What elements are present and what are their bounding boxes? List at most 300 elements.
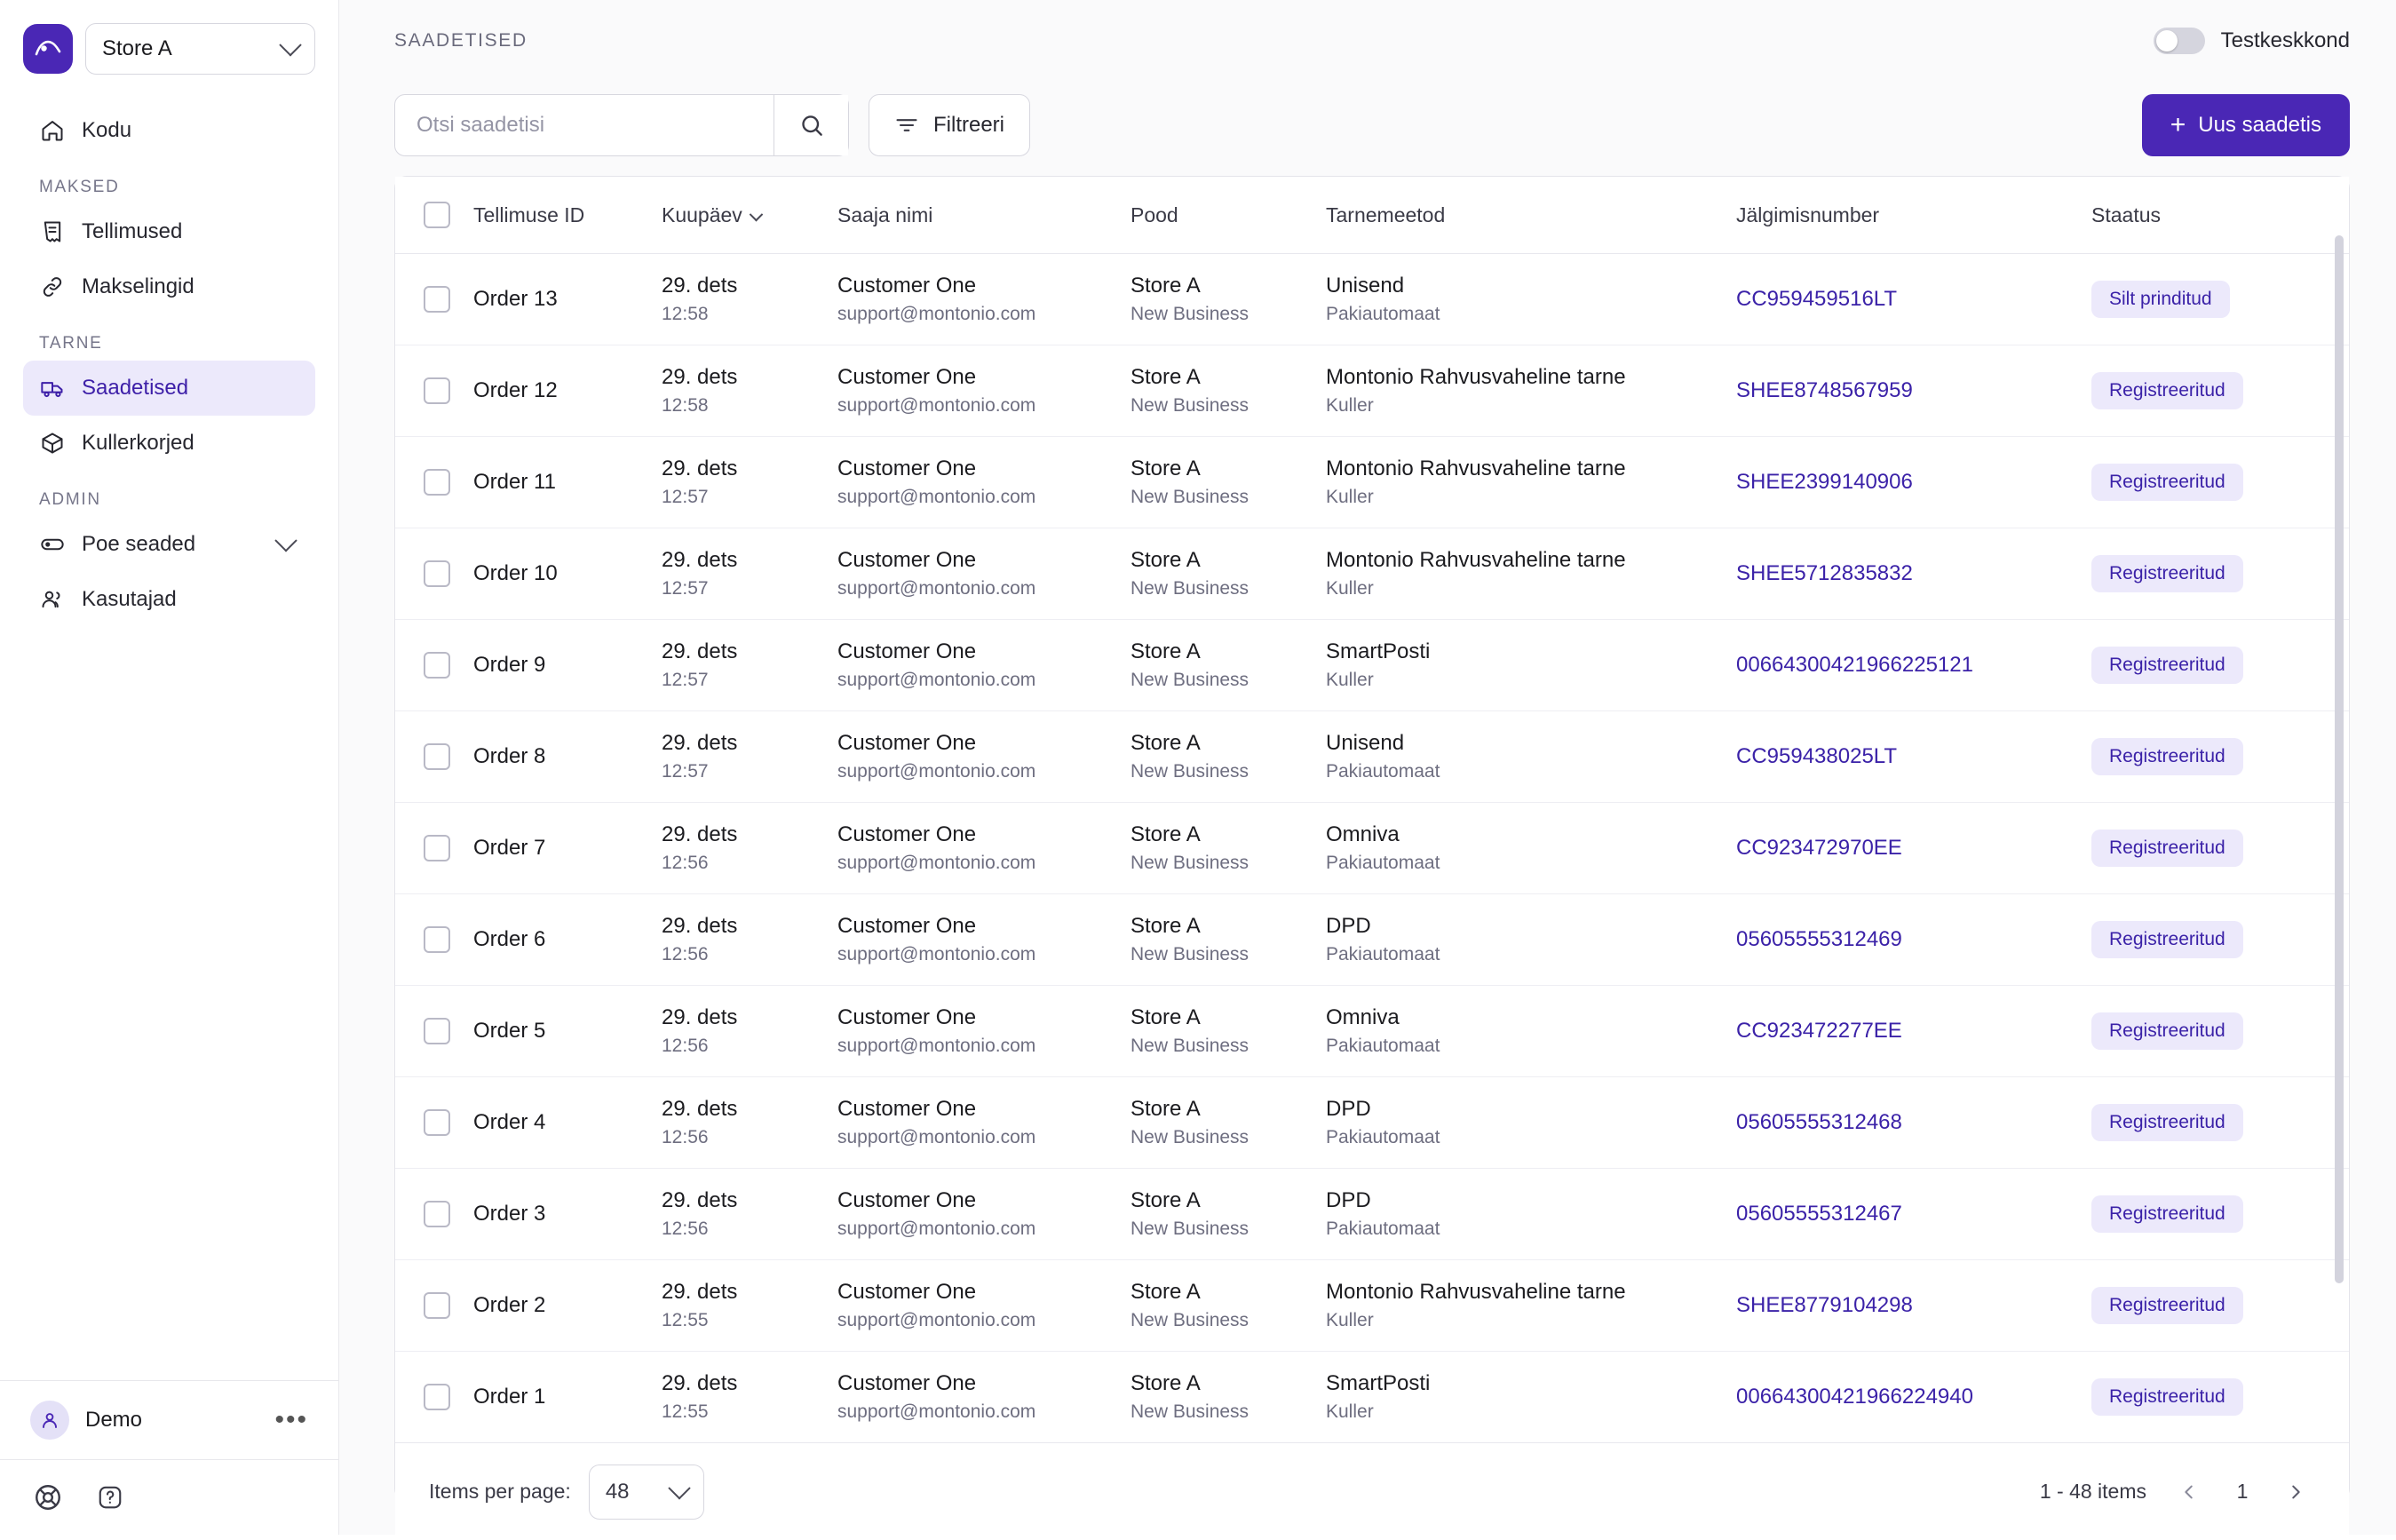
row-select-cell (395, 1169, 464, 1260)
cell-time-value: 12:58 (662, 304, 709, 324)
cell-tracking (1727, 803, 2083, 894)
row-select-cell (395, 620, 464, 711)
table-row[interactable] (395, 986, 2349, 1077)
store-selector[interactable] (85, 23, 315, 75)
cell-order-id: Order 6 (464, 894, 653, 986)
cell-tracking (1727, 1077, 2083, 1169)
cell-shop (1122, 345, 1317, 437)
cell-recipient (829, 1352, 1122, 1443)
status-badge: Registreeritud (2091, 555, 2243, 592)
cell-date (653, 1169, 829, 1260)
tracking-link[interactable]: SHEE5712835832 (1736, 561, 1913, 585)
sidebar-item-label: Kullerkorjed (82, 431, 194, 455)
more-options-icon[interactable]: ••• (274, 1405, 308, 1434)
cell-order-id: Order 4 (464, 1077, 653, 1169)
cell-date (653, 1352, 829, 1443)
cell-shop-name: Store A (1131, 365, 1201, 389)
column-header-date-label: Kuupäev (662, 202, 742, 226)
cell-time-value: 12:55 (662, 1401, 709, 1422)
store-selector-label: Store A (102, 36, 172, 60)
status-badge: Registreeritud (2091, 372, 2243, 409)
row-checkbox[interactable] (424, 652, 450, 679)
cell-date-value: 29. dets (662, 548, 738, 572)
cell-recipient (829, 1077, 1122, 1169)
cell-date-value: 29. dets (662, 914, 738, 938)
next-page-button[interactable] (2276, 1473, 2315, 1512)
sidebar-footer (0, 1380, 338, 1535)
cell-recipient-name: Customer One (837, 456, 977, 480)
filter-icon (894, 113, 919, 138)
row-select-cell (395, 437, 464, 528)
sidebar-section-maksed: MAKSED (39, 178, 120, 196)
cell-date (653, 1077, 829, 1169)
row-checkbox[interactable] (424, 1384, 450, 1410)
tracking-link[interactable]: SHEE8779104298 (1736, 1293, 1913, 1317)
status-badge: Registreeritud (2091, 1012, 2243, 1050)
truck-icon (39, 375, 66, 401)
cell-time-value: 12:56 (662, 1127, 709, 1147)
row-select-cell (395, 1077, 464, 1169)
items-per-page (429, 1465, 704, 1520)
test-environment-toggle[interactable] (2154, 28, 2205, 54)
filter-button[interactable] (869, 94, 1030, 156)
cell-shop-name: Store A (1131, 1280, 1201, 1304)
items-per-page-value: 48 (605, 1479, 630, 1504)
table-row[interactable] (395, 620, 2349, 711)
cell-method-sub: Pakiautomaat (1326, 761, 1440, 782)
cell-recipient-email: support@montonio.com (837, 853, 1036, 873)
sidebar-item-label: Saadetised (82, 376, 189, 400)
sidebar (0, 0, 339, 1535)
cell-method (1317, 620, 1727, 711)
previous-page-button[interactable] (2170, 1473, 2209, 1512)
cell-shop-name: Store A (1131, 1097, 1201, 1121)
sidebar-item-label: Tellimused (82, 219, 183, 243)
cell-tracking (1727, 894, 2083, 986)
sidebar-section-admin: ADMIN (39, 490, 101, 509)
sidebar-item-label: Poe seaded (82, 532, 196, 556)
shipments-table (395, 177, 2349, 1442)
home-icon (39, 117, 66, 144)
tracking-link[interactable]: CC923472970EE (1736, 836, 1902, 860)
cell-method (1317, 528, 1727, 620)
row-checkbox[interactable] (424, 469, 450, 496)
cell-method-name: Unisend (1326, 731, 1405, 755)
table-row[interactable] (395, 254, 2349, 345)
items-per-page-label: Items per page: (429, 1480, 571, 1503)
cell-recipient-name: Customer One (837, 365, 977, 389)
table-footer (395, 1442, 2349, 1540)
tracking-link[interactable]: SHEE8748567959 (1736, 378, 1913, 402)
cell-method-sub: Kuller (1326, 1401, 1374, 1422)
status-badge: Registreeritud (2091, 1378, 2243, 1416)
toolbar-left (394, 94, 1030, 156)
cell-shop-sub: New Business (1131, 670, 1250, 690)
cell-order-id: Order 9 (464, 620, 653, 711)
cell-time-value: 12:56 (662, 1036, 709, 1056)
cell-status (2083, 894, 2349, 986)
cell-shop-sub: New Business (1131, 1219, 1250, 1239)
cell-shop-sub: New Business (1131, 853, 1250, 873)
status-badge: Registreeritud (2091, 738, 2243, 775)
table-row[interactable] (395, 528, 2349, 620)
cell-method-name: Montonio Rahvusvaheline tarne (1326, 548, 1626, 572)
tracking-link[interactable]: 05605555312467 (1736, 1202, 1902, 1226)
cell-date (653, 803, 829, 894)
row-select-cell (395, 528, 464, 620)
cell-date (653, 437, 829, 528)
cell-date-value: 29. dets (662, 1188, 738, 1212)
cell-recipient-name: Customer One (837, 914, 977, 938)
cell-tracking (1727, 620, 2083, 711)
cell-date-value: 29. dets (662, 731, 738, 755)
column-header-shop[interactable]: Pood (1122, 177, 1317, 254)
cell-date-value: 29. dets (662, 365, 738, 389)
cell-recipient-name: Customer One (837, 639, 977, 663)
status-badge: Registreeritud (2091, 921, 2243, 958)
cell-shop (1122, 711, 1317, 803)
cell-shop (1122, 986, 1317, 1077)
cell-shop (1122, 803, 1317, 894)
cell-date (653, 1260, 829, 1352)
cell-shop-sub: New Business (1131, 761, 1250, 782)
package-icon (39, 430, 66, 456)
cell-status (2083, 254, 2349, 345)
cell-status (2083, 620, 2349, 711)
main-content (339, 0, 2396, 1535)
cell-method-name: Unisend (1326, 274, 1405, 298)
table-row[interactable] (395, 1260, 2349, 1352)
cell-tracking (1727, 345, 2083, 437)
row-checkbox[interactable] (424, 743, 450, 770)
cell-order-id: Order 10 (464, 528, 653, 620)
column-header-tracking[interactable]: Jälgimisnumber (1727, 177, 2083, 254)
row-checkbox[interactable] (424, 926, 450, 953)
cell-method-name: DPD (1326, 914, 1371, 938)
cell-date (653, 254, 829, 345)
row-checkbox[interactable] (424, 560, 450, 587)
cell-recipient-email: support@montonio.com (837, 1219, 1036, 1239)
cell-order-id: Order 3 (464, 1169, 653, 1260)
current-page-number[interactable]: 1 (2236, 1480, 2249, 1503)
cell-shop-name: Store A (1131, 639, 1201, 663)
cell-status (2083, 345, 2349, 437)
shipments-table-card (394, 176, 2350, 1504)
cell-shop (1122, 254, 1317, 345)
cell-method-sub: Pakiautomaat (1326, 304, 1440, 324)
cell-recipient (829, 345, 1122, 437)
sidebar-item-makselingid[interactable] (23, 259, 315, 314)
cell-tracking (1727, 528, 2083, 620)
cell-time-value: 12:56 (662, 853, 709, 873)
users-icon (39, 586, 66, 613)
column-header-status[interactable]: Staatus (2083, 177, 2349, 254)
help-icon[interactable] (92, 1480, 128, 1515)
row-checkbox[interactable] (424, 1201, 450, 1227)
toggle-icon (39, 531, 66, 558)
cell-recipient-email: support@montonio.com (837, 1310, 1036, 1330)
cell-recipient-email: support@montonio.com (837, 304, 1036, 324)
cell-date (653, 620, 829, 711)
cell-shop (1122, 894, 1317, 986)
sidebar-item-poe-seaded[interactable] (23, 517, 315, 572)
cell-method (1317, 1169, 1727, 1260)
cell-order-id: Order 12 (464, 345, 653, 437)
sidebar-item-label: Makselingid (82, 274, 194, 298)
tracking-link[interactable]: 00664300421966225121 (1736, 653, 1973, 677)
status-badge: Registreeritud (2091, 1195, 2243, 1233)
cell-shop-name: Store A (1131, 1005, 1201, 1029)
tracking-link[interactable]: 05605555312469 (1736, 927, 1902, 951)
cell-tracking (1727, 437, 2083, 528)
cell-status (2083, 1352, 2349, 1443)
row-checkbox[interactable] (424, 835, 450, 861)
sidebar-item-kodu[interactable] (23, 103, 315, 158)
row-checkbox[interactable] (424, 1018, 450, 1044)
row-select-cell (395, 711, 464, 803)
cell-status (2083, 1169, 2349, 1260)
row-checkbox[interactable] (424, 377, 450, 404)
cell-tracking (1727, 1169, 2083, 1260)
chevron-down-icon (668, 1477, 690, 1499)
cell-recipient-email: support@montonio.com (837, 944, 1036, 964)
cell-shop-sub: New Business (1131, 944, 1250, 964)
cell-shop-sub: New Business (1131, 1127, 1250, 1147)
cell-shop (1122, 1077, 1317, 1169)
cell-status (2083, 437, 2349, 528)
cell-shop-name: Store A (1131, 274, 1201, 298)
shipments-table-scroll[interactable] (395, 177, 2349, 1442)
cell-method (1317, 1352, 1727, 1443)
cell-method-sub: Pakiautomaat (1326, 1219, 1440, 1239)
cell-shop-sub: New Business (1131, 578, 1250, 599)
cell-recipient-email: support@montonio.com (837, 1036, 1036, 1056)
cell-date (653, 345, 829, 437)
status-badge: Registreeritud (2091, 647, 2243, 684)
cell-order-id: Order 13 (464, 254, 653, 345)
cell-shop-sub: New Business (1131, 1401, 1250, 1422)
cell-shop-sub: New Business (1131, 395, 1250, 416)
cell-method (1317, 894, 1727, 986)
column-header-order-id[interactable]: Tellimuse ID (464, 177, 653, 254)
cell-method-sub: Pakiautomaat (1326, 944, 1440, 964)
cell-recipient-name: Customer One (837, 731, 977, 755)
cell-status (2083, 528, 2349, 620)
chevron-down-icon[interactable] (274, 529, 297, 552)
cell-method (1317, 1077, 1727, 1169)
cell-time-value: 12:57 (662, 578, 709, 599)
cell-method (1317, 1260, 1727, 1352)
table-header-row (395, 177, 2349, 254)
cell-method-name: SmartPosti (1326, 1371, 1431, 1395)
search-button[interactable] (774, 95, 848, 155)
cell-method-sub: Pakiautomaat (1326, 1036, 1440, 1056)
cell-status (2083, 986, 2349, 1077)
cell-tracking (1727, 1352, 2083, 1443)
cell-date (653, 528, 829, 620)
chevron-down-icon (279, 34, 301, 56)
cell-recipient-name: Customer One (837, 548, 977, 572)
row-checkbox[interactable] (424, 1292, 450, 1319)
sidebar-footer-icons (0, 1459, 338, 1535)
row-checkbox[interactable] (424, 1109, 450, 1136)
cell-shop-sub: New Business (1131, 1036, 1250, 1056)
tracking-link[interactable]: CC923472277EE (1736, 1019, 1902, 1043)
cell-method-name: Omniva (1326, 822, 1400, 846)
sidebar-item-saadetised[interactable] (23, 361, 315, 416)
cell-status (2083, 803, 2349, 894)
cell-method (1317, 437, 1727, 528)
column-header-recipient[interactable]: Saaja nimi (829, 177, 1122, 254)
cell-recipient (829, 1260, 1122, 1352)
cell-recipient (829, 894, 1122, 986)
cell-method (1317, 986, 1727, 1077)
cell-recipient (829, 986, 1122, 1077)
cell-method (1317, 345, 1727, 437)
cell-recipient-name: Customer One (837, 1371, 977, 1395)
top-bar (339, 0, 2396, 82)
cell-recipient (829, 1169, 1122, 1260)
cell-shop (1122, 1352, 1317, 1443)
table-scrollbar-thumb[interactable] (2335, 235, 2344, 1283)
cell-shop-sub: New Business (1131, 487, 1250, 507)
cell-order-id: Order 2 (464, 1260, 653, 1352)
table-row[interactable] (395, 803, 2349, 894)
cell-recipient-email: support@montonio.com (837, 1127, 1036, 1147)
test-environment-label: Testkeskkond (2220, 28, 2350, 52)
new-shipment-label: Uus saadetis (2198, 113, 2321, 137)
cell-time-value: 12:58 (662, 395, 709, 416)
user-menu[interactable] (0, 1381, 338, 1459)
sidebar-item-kasutajad[interactable] (23, 572, 315, 627)
cell-time-value: 12:55 (662, 1310, 709, 1330)
plus-icon: + (2170, 110, 2186, 139)
sidebar-item-label: Kodu (82, 118, 132, 142)
cell-tracking (1727, 1260, 2083, 1352)
cell-method-name: DPD (1326, 1188, 1371, 1212)
row-checkbox[interactable] (424, 286, 450, 313)
sidebar-nav (0, 103, 338, 1380)
cell-shop-name: Store A (1131, 914, 1201, 938)
table-row[interactable] (395, 894, 2349, 986)
cell-recipient (829, 528, 1122, 620)
cell-shop (1122, 1169, 1317, 1260)
search-input[interactable] (395, 95, 774, 155)
table-row[interactable] (395, 437, 2349, 528)
receipt-icon (39, 218, 66, 245)
toolbar (339, 82, 2396, 176)
cell-method-sub: Pakiautomaat (1326, 853, 1440, 873)
cell-shop-name: Store A (1131, 1188, 1201, 1212)
cell-method-name: Montonio Rahvusvaheline tarne (1326, 456, 1626, 480)
cell-date (653, 711, 829, 803)
cell-time-value: 12:57 (662, 487, 709, 507)
cell-date-value: 29. dets (662, 1280, 738, 1304)
sidebar-header (0, 0, 338, 83)
cell-status (2083, 1260, 2349, 1352)
cell-date-value: 29. dets (662, 639, 738, 663)
cell-tracking (1727, 254, 2083, 345)
column-header-date[interactable] (653, 177, 829, 254)
cell-method-sub: Kuller (1326, 395, 1374, 416)
status-badge: Registreeritud (2091, 464, 2243, 501)
sidebar-item-kullerkorjed[interactable] (23, 416, 315, 471)
select-all-header (395, 177, 464, 254)
sidebar-item-tellimused[interactable] (23, 204, 315, 259)
cell-time-value: 12:57 (662, 761, 709, 782)
cell-method-name: Montonio Rahvusvaheline tarne (1326, 1280, 1626, 1304)
cell-shop (1122, 620, 1317, 711)
cell-method (1317, 711, 1727, 803)
cell-order-id: Order 8 (464, 711, 653, 803)
cell-tracking (1727, 986, 2083, 1077)
cell-shop-name: Store A (1131, 456, 1201, 480)
table-body (395, 254, 2349, 1443)
tracking-link[interactable]: CC959459516LT (1736, 287, 1898, 311)
table-row[interactable] (395, 711, 2349, 803)
cell-time-value: 12:56 (662, 944, 709, 964)
select-all-checkbox[interactable] (424, 202, 450, 228)
table-row[interactable] (395, 1169, 2349, 1260)
cell-method-name: Omniva (1326, 1005, 1400, 1029)
cell-method-sub: Pakiautomaat (1326, 1127, 1440, 1147)
cell-recipient-name: Customer One (837, 1188, 977, 1212)
tracking-link[interactable]: CC959438025LT (1736, 744, 1898, 768)
search-box (394, 94, 849, 156)
cell-method-name: DPD (1326, 1097, 1371, 1121)
status-badge: Registreeritud (2091, 1287, 2243, 1324)
row-select-cell (395, 894, 464, 986)
cell-order-id: Order 7 (464, 803, 653, 894)
cell-recipient (829, 620, 1122, 711)
status-badge: Silt prinditud (2091, 281, 2230, 318)
cell-shop-name: Store A (1131, 731, 1201, 755)
cell-method-sub: Kuller (1326, 487, 1374, 507)
cell-recipient-email: support@montonio.com (837, 670, 1036, 690)
table-row[interactable] (395, 1077, 2349, 1169)
items-per-page-select[interactable] (589, 1465, 704, 1520)
column-header-delivery-method[interactable]: Tarnemeetod (1317, 177, 1727, 254)
row-select-cell (395, 803, 464, 894)
cell-recipient-name: Customer One (837, 1280, 977, 1304)
cell-recipient-email: support@montonio.com (837, 1401, 1036, 1422)
sidebar-section-tarne: TARNE (39, 334, 103, 353)
lifebuoy-icon[interactable] (30, 1480, 66, 1515)
sort-chevron-icon (750, 207, 764, 221)
cell-order-id: Order 5 (464, 986, 653, 1077)
table-row[interactable] (395, 1352, 2349, 1443)
cell-date-value: 29. dets (662, 456, 738, 480)
cell-recipient-name: Customer One (837, 1097, 977, 1121)
cell-order-id: Order 1 (473, 1385, 546, 1409)
tracking-link[interactable]: SHEE2399140906 (1736, 470, 1913, 494)
cell-date-value: 29. dets (662, 822, 738, 846)
sidebar-item-label: Kasutajad (82, 587, 177, 611)
cell-date (653, 986, 829, 1077)
montonio-logo-icon (23, 24, 73, 74)
cell-tracking (1727, 711, 2083, 803)
table-scrollbar[interactable] (2335, 235, 2344, 1372)
cell-date-value: 29. dets (662, 1005, 738, 1029)
row-select-cell (395, 986, 464, 1077)
new-shipment-button[interactable] (2142, 94, 2350, 156)
tracking-link[interactable]: 00664300421966224940 (1736, 1385, 1973, 1409)
cell-method-sub: Kuller (1326, 670, 1374, 690)
link-icon (39, 274, 66, 300)
tracking-link[interactable]: 05605555312468 (1736, 1110, 1902, 1134)
table-row[interactable] (395, 345, 2349, 437)
row-select-cell (395, 254, 464, 345)
